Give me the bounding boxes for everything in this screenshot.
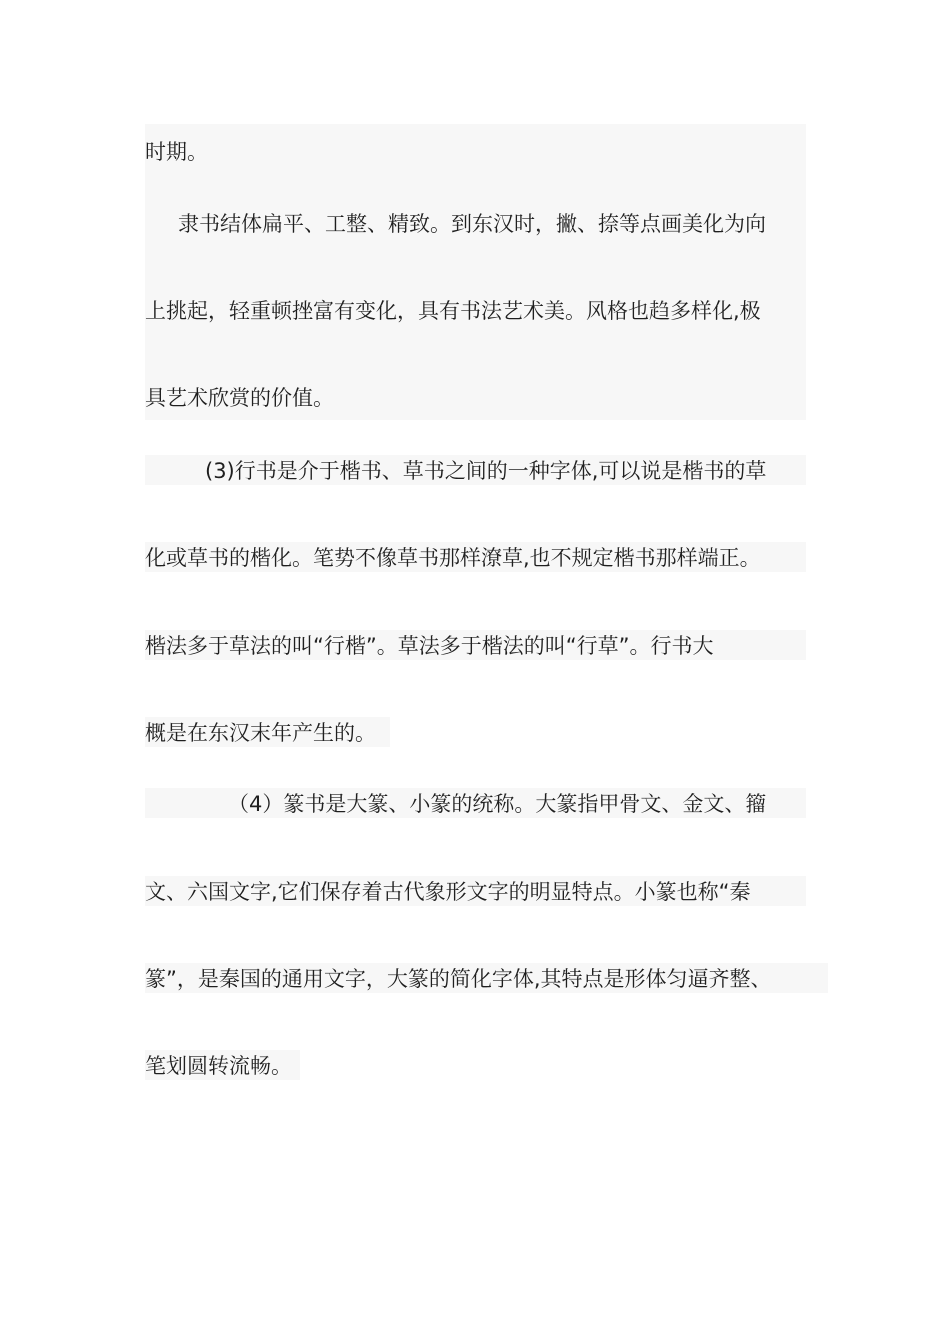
text-line: 时期。 [145,140,208,164]
text-line: 楷法多于草法的叫“行楷”。草法多于楷法的叫“行草”。行书大 [145,634,714,658]
text-line: 化或草书的楷化。笔势不像草书那样潦草,也不规定楷书那样端正。 [145,546,761,570]
paragraph-shading [145,124,806,420]
text-line: 上挑起，轻重顿挫富有变化，具有书法艺术美。风格也趋多样化,极 [145,299,761,323]
text-line: 文、六国文字,它们保存着古代象形文字的明显特点。小篆也称“秦 [145,880,751,904]
text-line: 篆”，是秦国的通用文字，大篆的简化字体,其特点是形体匀逼齐整、 [145,967,772,991]
text-line: 笔划圆转流畅。 [145,1054,292,1078]
text-line: (3)行书是介于楷书、草书之间的一种字体,可以说是楷书的草 [205,459,767,483]
text-line: 概是在东汉末年产生的。 [145,721,376,745]
text-line: 隶书结体扁平、工整、精致。到东汉时，撇、捺等点画美化为向 [178,212,766,236]
text-line: （4）篆书是大篆、小篆的统称。大篆指甲骨文、金文、籀 [228,792,767,816]
text-line: 具艺术欣赏的价值。 [145,386,334,410]
